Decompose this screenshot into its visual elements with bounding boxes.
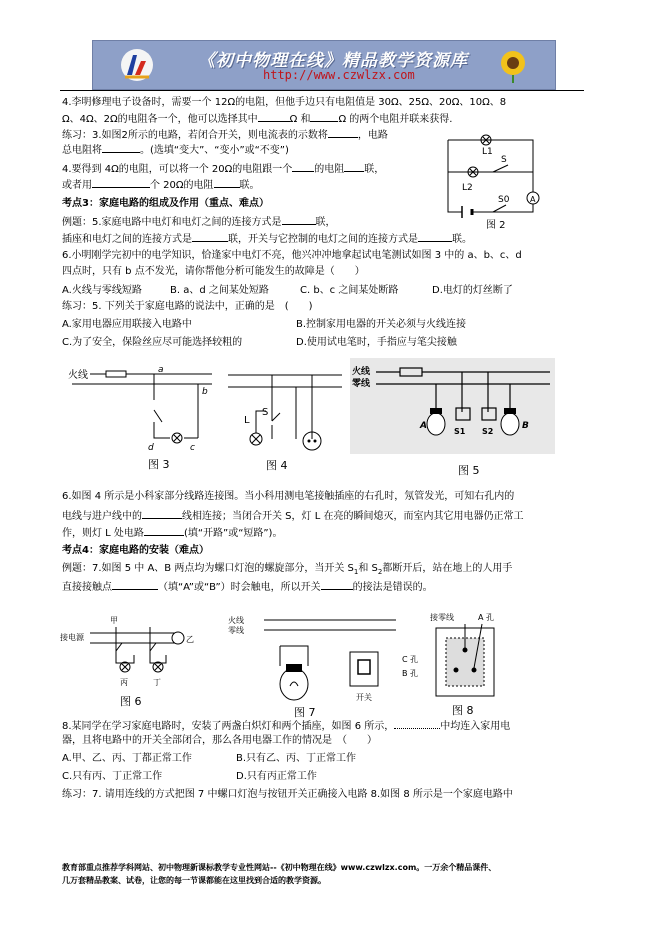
fig4-label-S: S [262,407,269,418]
ex5b-option-d: D.使用试电笔时，手指应与笔尖接触 [296,337,457,348]
q8-line2: 器，且将电路中的开关全部闭合，那么各用电器工作的情况是 （ ） [62,735,377,746]
q6b-line3: 作，则灯 L 处电路 (填“开路”或“短路”)。 [62,525,282,540]
fig3-point-b: b [202,387,208,397]
q6-line2: 四点时，只有 b 点不发光，请你帮他分析可能发生的故障是（ ） [62,266,365,277]
fig7-bulb-icon [280,664,308,700]
fig7-switch-icon [350,652,378,686]
fig5-point-A: A [420,421,427,431]
q6-option-d: D.电灯的灯丝断了 [432,285,513,296]
ex7b-line: 练习：7. 请用连线的方式把图 7 中螺口灯泡与按钮开关正确接入电路 8.如图 8 所示是一个家庭电路中 [62,789,513,800]
q4b-line2: 或者用 个 20Ω的电阻 联。 [62,177,260,192]
figure-6-circuit [60,605,200,710]
figure-2-circuit [438,122,548,232]
ex5b-option-a: A.家用电器应用联接入电路中 [62,319,192,330]
header-banner [92,40,556,90]
q6-option-b: B. a、d 之间某处短路 [170,285,269,296]
header-rule [60,90,584,91]
sunflower-icon [493,47,533,83]
q8-option-d: D.只有丙正常工作 [236,771,317,782]
fig3-caption: 图 3 [148,458,170,471]
fig3-point-c: c [190,443,195,453]
fig4-caption: 图 4 [266,459,288,472]
q8-option-b: B.只有乙、丙、丁正常工作 [236,753,357,764]
footer-line2: 几万套精品教案、试卷，让您的每一节课都能在这里找到合适的教学资源。 [62,876,326,885]
figure-4-circuit [226,365,348,475]
ex3-line1: 练习：3.如图2所示的电路，若闭合开关，则电流表的示数将 ，电路 [62,127,388,142]
fig3-point-a: a [158,365,164,375]
figure-3-circuit [62,360,222,475]
banner-url[interactable]: http://www.czwlzx.com [263,68,415,82]
fig5-label-S2: S2 [482,427,494,436]
ex5b-option-c: C.为了安全，保险丝应尽可能选择较粗的 [62,337,243,348]
fig7-label-neutral: 零线 [228,626,244,635]
q4-line2: Ω、4Ω、2Ω的电阻各一个，他可以选择其中 Ω 和 Ω 的两个电阻并联来获得. [62,111,452,126]
fig7-label-switch: 开关 [356,693,372,702]
site-logo-icon [119,47,155,83]
figure-5-circuit [350,358,555,480]
fig8-label-ground: 接零线 [430,613,454,622]
footer-line1: 教育部重点推荐学科网站、初中物理新课标教学专业性网站--《初中物理在线》www.czwlzx.com。一万余个精品课件、 [62,863,497,872]
ex5-line2: 插座和电灯之间的连接方式是 联，开关与它控制的电灯之间的连接方式是 联。 [62,231,472,246]
fig5-label-neutral: 零线 [352,379,371,389]
ex7-line2: 直接接触点 （填“A”或“B”）时会触电，所以开关 的接法是错误的。 [62,579,433,594]
ex5b-stem: 练习：5. 下列关于家庭电路的说法中，正确的是 ( ) [62,301,313,312]
fig7-label-live: 火线 [228,616,244,625]
section-3-heading: 考点3：家庭电路的组成及作用（重点、难点） [62,198,269,209]
fig8-label-C-hole: C 孔 [402,655,419,664]
fig2-label-L2: L2 [462,183,473,193]
figure-7-diagram [228,608,398,718]
fig3-label-live: 火线 [68,370,88,381]
banner-title: 《初中物理在线》精品教学资源库 [198,51,468,71]
fig6-label-bing: 丙 [120,678,128,687]
ex3-line2: 总电阻将 。(选填“变大”、“变小”或“不变”) [62,142,289,157]
fig2-ammeter-label: A [530,195,536,204]
fig5-label-live: 火线 [352,367,371,377]
fig2-label-S0: S0 [498,195,510,205]
q6-line1: 6.小明刚学完初中的电学知识，恰逢家中电灯不亮，他兴冲冲地拿起试电笔测试如图 3 中的 a、b、c、d [62,250,522,261]
ex5-line1: 例题：5.家庭电路中电灯和电灯之间的连接方式是 联， [62,214,336,229]
fig2-label-S: S [501,155,507,165]
q4b-line1: 4.要得到 4Ω的电阻，可以将一个 20Ω的电阻跟一个 的电阻 联， [62,161,384,176]
figure-8-socket [398,610,510,720]
fig4-label-L: L [244,415,250,426]
ex5b-option-b: B.控制家用电器的开关必须与火线连接 [296,319,467,330]
fig6-label-jia: 甲 [110,616,118,625]
fig7-caption: 图 7 [294,706,316,718]
q6-option-c: C. b、c 之间某处断路 [300,285,399,296]
q6-option-a: A.火线与零线短路 [62,285,142,296]
fig8-label-B-hole: B 孔 [402,669,419,678]
fig6-label-yi: 乙 [186,635,194,644]
section-4-heading: 考点4：家庭电路的安装（难点） [62,545,209,556]
fig5-point-B: B [522,421,529,431]
fig3-point-d: d [148,443,154,453]
fig8-label-A-hole: A 孔 [478,613,495,622]
fig5-caption: 图 5 [458,464,480,477]
q6b-line2: 电线与进户线中的 线相连接；当闭合开关 S，灯 L 在亮的瞬间熄灭，而室内其它用电器仍正常工 [62,508,523,523]
fig6-label-supply: 接电源 [60,633,84,642]
q8-option-a: A.甲、乙、丙、丁都正常工作 [62,753,192,764]
fig8-caption: 图 8 [452,704,474,717]
q8-line1: 8.某同学在学习家庭电路时，安装了两盏白炽灯和两个插座，如图 6 所示， 中均连入家用电 [62,718,510,733]
q4-line1: 4.李明修理电子设备时，需要一个 12Ω的电阻，但他手边只有电阻值是 30Ω、25Ω、20Ω、10Ω、8 [62,97,507,108]
fig6-caption: 图 6 [120,695,142,708]
q6b-line1: 6.如图 4 所示是小科家部分线路连接图。当小科用测电笔接触插座的右孔时，氖管发光，可知右孔内的 [62,491,515,502]
fig2-label-L1: L1 [482,147,493,157]
fig2-caption: 图 2 [486,220,506,231]
ex7-line1: 例题：7.如图 5 中 A、B 两点均为螺口灯泡的螺旋部分，当开关 $S_1$和 $S_2$都断开后，站在地上的人用手 [62,563,513,576]
fig5-label-S1: S1 [454,427,466,436]
q8-option-c: C.只有丙、丁正常工作 [62,771,163,782]
fig6-label-ding: 丁 [153,678,161,687]
